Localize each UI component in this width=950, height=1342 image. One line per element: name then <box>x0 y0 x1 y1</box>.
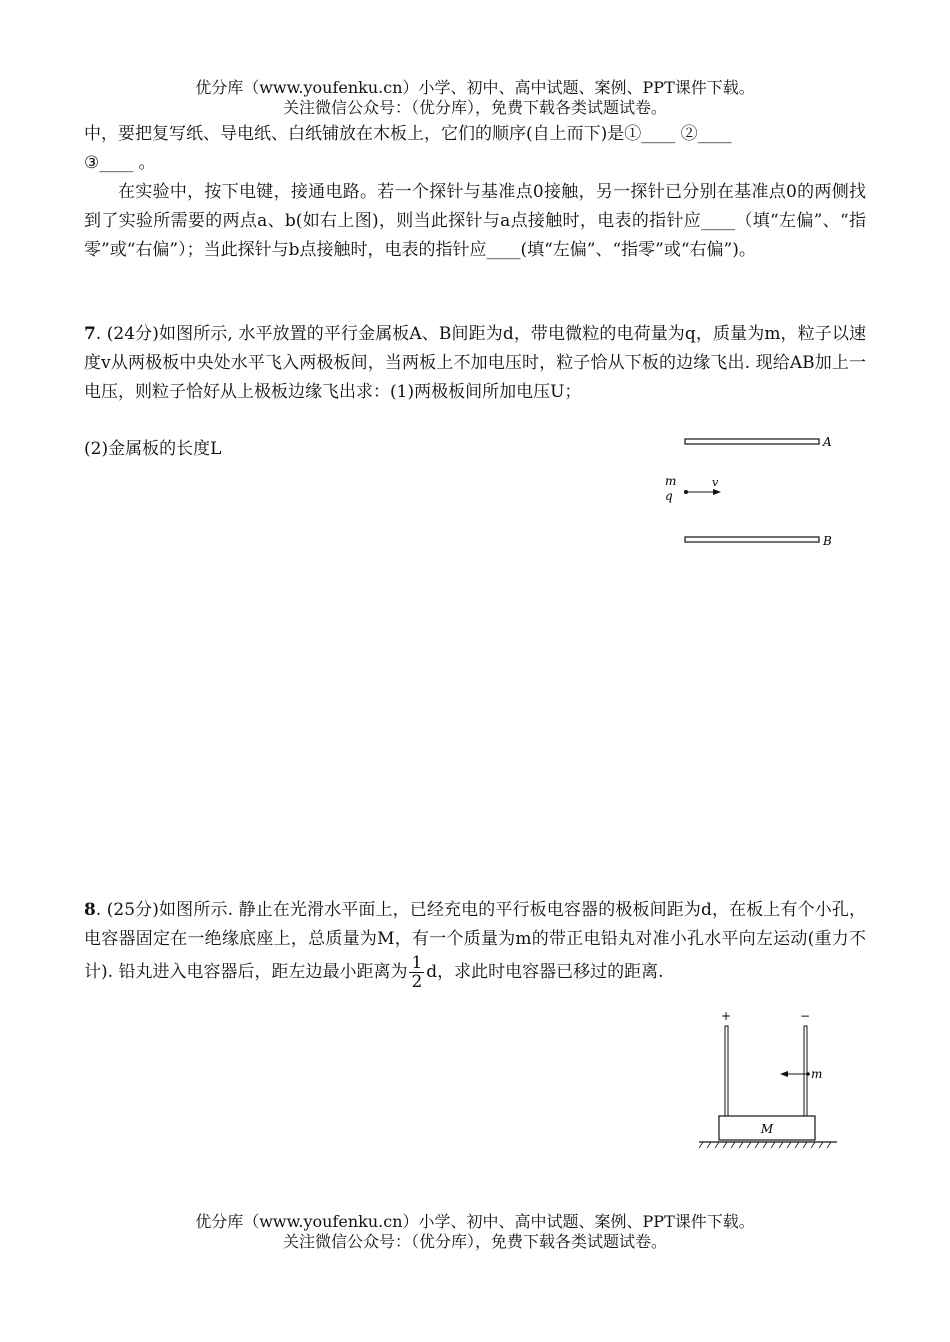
right-plate <box>804 1026 807 1116</box>
plus-terminal-label: + <box>720 1009 732 1023</box>
fraction-one-half <box>409 954 424 991</box>
question-8-body-part-1: . (25分)如图所示. 静止在光滑水平面上，已经充电的平行板电容器的极板间距为d，在板上有个小孔，电容器固定在一绝缘底座上，总质量为M，有一个质量为m的带正电铅丸对准小孔水平向左运动(重力不计). 铅丸进入电容器后，距左边最小距离为 <box>84 900 866 982</box>
question-7-body: . (24分)如图所示, 水平放置的平行金属板A、B间距为d，带电微粒的电荷量为q，质量为m，粒子以速度v从两极板中央处水平飞入两极板间，当两板上不加电压时，粒子恰从下板的边缘飞出. 现给AB加上一电压，则粒子恰好从上极板边缘飞出求：(1)两极板间所加电压U； <box>84 324 866 402</box>
plate-b <box>685 537 819 542</box>
page-footer-line-1: 优分库（www.youfenku.cn）小学、初中、高中试题、案例、PPT课件下载。 <box>195 1212 755 1231</box>
fraction-variable: d <box>426 962 438 982</box>
page-header-line-2: 关注微信公众号：（优分库），免费下载各类试题试卷。 <box>282 98 667 117</box>
question-7-number: 7 <box>84 324 96 344</box>
plate-a <box>685 439 819 444</box>
velocity-arrow-icon <box>688 489 721 495</box>
question-8-body-part-2: ，求此时电容器已移过的距离. <box>437 962 664 982</box>
question-8-text <box>84 896 866 991</box>
question-7-text <box>84 320 866 407</box>
fraction-numerator: 1 <box>411 953 423 973</box>
page-header-line-1: 优分库（www.youfenku.cn）小学、初中、高中试题、案例、PPT课件下载。 <box>195 78 755 97</box>
velocity-label: v <box>712 476 719 489</box>
plate-b-label: B <box>823 534 832 548</box>
lead-ball-arrow-icon <box>780 1071 807 1077</box>
ground-surface <box>699 1142 837 1148</box>
minus-terminal-label: − <box>799 1009 811 1023</box>
figure-parallel-plates <box>655 428 845 553</box>
continuation-line-2: ③____ 。 <box>84 153 156 173</box>
lead-ball-dot <box>806 1072 810 1076</box>
continuation-paragraph: 在实验中，按下电键，接通电路。若一个探针与基准点0接触，另一探针已分别在基准点0的两侧找到了实验所需要的两点a、b(如右上图)，则当此探针与a点接触时，电表的指针应____（填“左偏”、“指零”或“右偏”）；当此探针与b点接触时，电表的指针应____(填“左偏”、“指零”或“右偏”)。 <box>84 182 866 260</box>
particle-dot <box>684 490 688 494</box>
page-footer-line-2: 关注微信公众号：（优分库），免费下载各类试题试卷。 <box>282 1232 667 1251</box>
question-7-sub-2: (2)金属板的长度L <box>84 439 222 459</box>
left-plate <box>725 1026 728 1116</box>
mass-label: m <box>665 474 677 488</box>
fraction-denominator: 2 <box>411 972 423 992</box>
plate-a-label: A <box>823 435 832 449</box>
figure-capacitor <box>695 1008 845 1156</box>
lead-ball-label: m <box>811 1067 823 1081</box>
charge-label: q <box>665 489 673 503</box>
continuation-line-1: 中，要把复写纸、导电纸、白纸铺放在木板上，它们的顺序(自上而下)是①____ ②____ <box>84 124 732 144</box>
question-8-number: 8 <box>84 900 96 920</box>
base-mass-label: M <box>760 1122 774 1136</box>
